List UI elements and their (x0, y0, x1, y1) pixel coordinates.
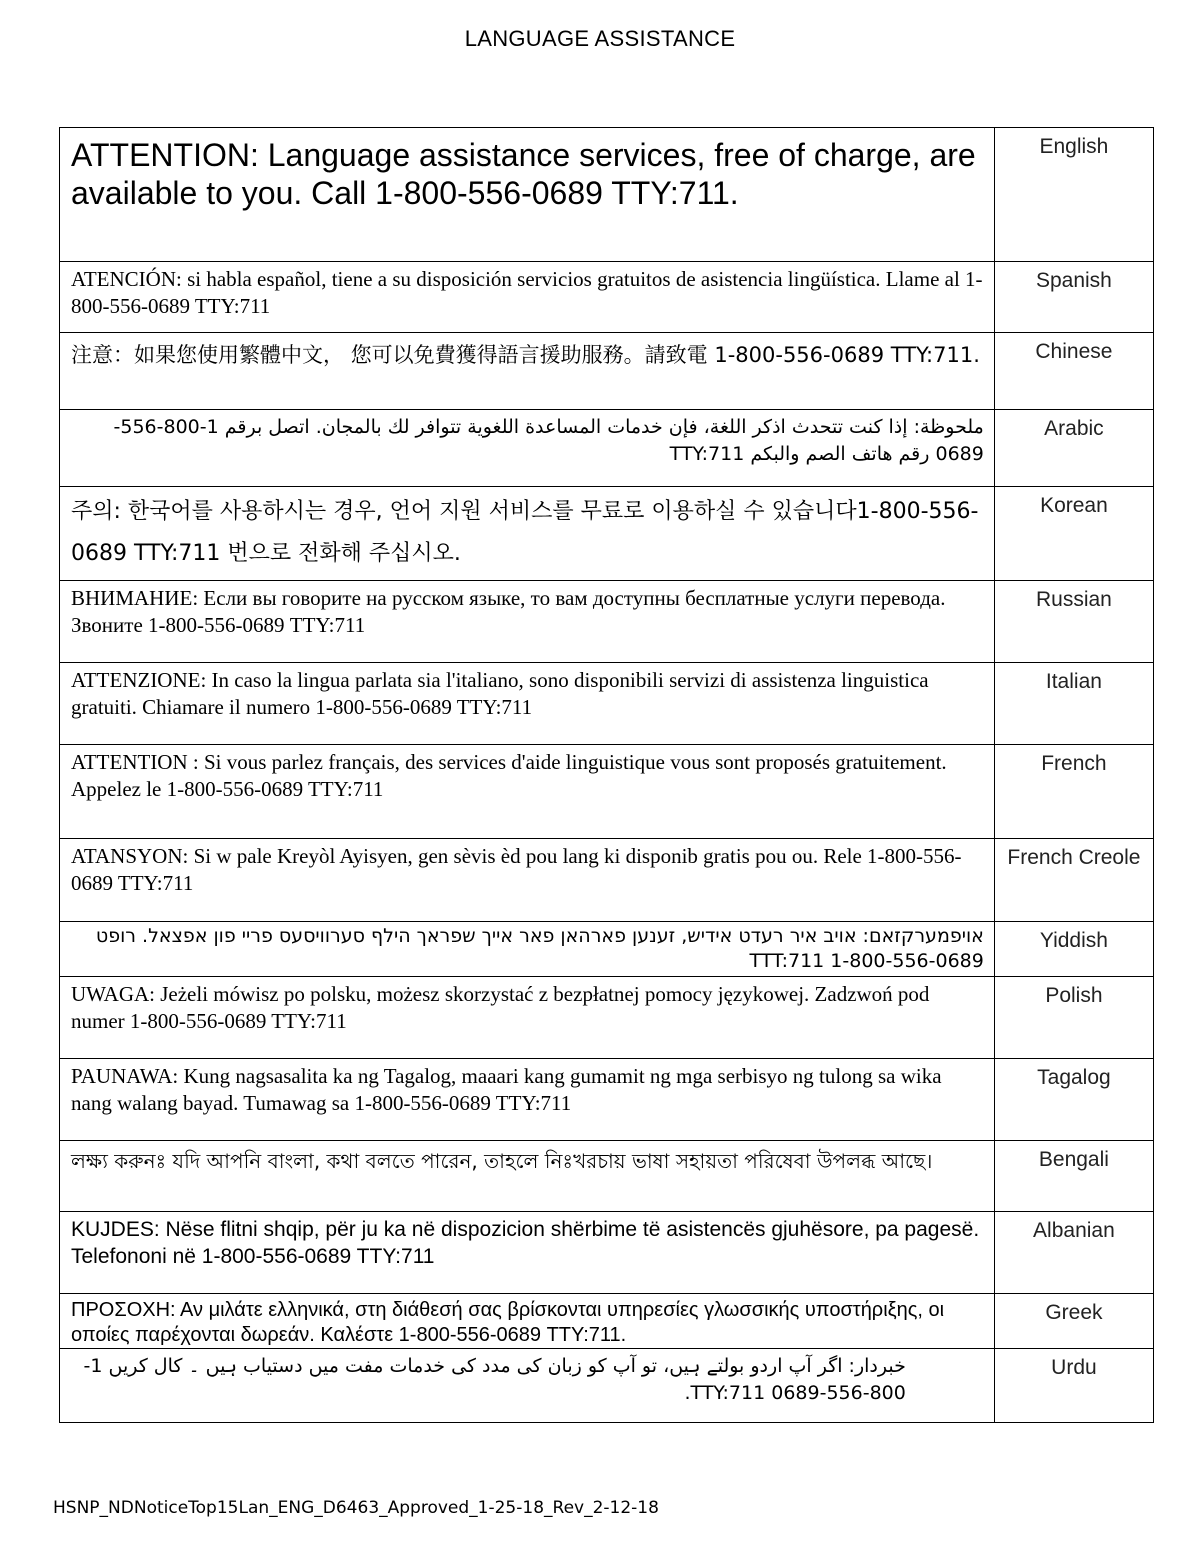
language-cell (994, 1059, 1153, 1141)
language-label-yiddish: Yiddish (1039, 929, 1108, 952)
table-row (60, 745, 1154, 839)
notice-text-albanian: KUJDES: Nëse flitni shqip, për ju ka në dispozicion shërbime të asistencës gjuhësore, pa pagesë. Telefononi në 1-800-556-0689 TTY:711 (71, 1218, 980, 1268)
language-cell (994, 745, 1153, 839)
notice-text-russian: ВНИМАНИЕ: Если вы говорите на русском языке, то вам доступны бесплатные услуги перевода. Звоните 1-800-556-0689 TTY:711 (71, 586, 946, 637)
notice-text-yiddish: אויפמערקזאם: אויב איר רעדט אידיש, זענען פארהאן פאר אייך שפראך הילף סערוויסעס פריי פון אפצאל. רופט 1-800-556-0689 TTT:711 (95, 925, 984, 972)
notice-cell (60, 333, 995, 410)
language-label-urdu: Urdu (1051, 1356, 1097, 1379)
notice-text-italian: ATTENZIONE: In caso la lingua parlata sia l'italiano, sono disponibili servizi di assistenza linguistica gratuiti. Chiamare il numero 1-800-556-0689 TTY:711 (71, 668, 929, 719)
document-footer-id: HSNP_NDNoticeTop15Lan_ENG_D6463_Approved_1-25-18_Rev_2-12-18 (53, 1498, 659, 1518)
table-row (60, 1349, 1154, 1423)
page-title: LANGUAGE ASSISTANCE (464, 26, 736, 51)
table-row (60, 581, 1154, 663)
table-row (60, 922, 1154, 977)
notice-cell (60, 262, 995, 333)
notice-text-spanish: ATENCIÓN: si habla español, tiene a su disposición servicios gratuitos de asistencia lingüística. Llame al 1-800-556-0689 TTY:711 (71, 267, 983, 318)
language-cell (994, 128, 1153, 262)
notice-cell (60, 745, 995, 839)
notice-cell (60, 1212, 995, 1294)
notice-cell (60, 1141, 995, 1212)
language-cell (994, 1141, 1153, 1212)
language-cell (994, 581, 1153, 663)
notice-text-korean: 주의: 한국어를 사용하시는 경우, 언어 지원 서비스를 무료로 이용하실 수 있습니다1-800-556-0689 TTY:711 번으로 전화해 주십시오. (71, 499, 979, 566)
notice-text-polish: UWAGA: Jeżeli mówisz po polsku, możesz skorzystać z bezpłatnej pomocy językowej. Zadzwoń pod numer 1-800-556-0689 TTY:711 (71, 982, 930, 1033)
table-row (60, 128, 1154, 262)
language-label-albanian: Albanian (1033, 1219, 1115, 1242)
notice-cell (60, 1349, 995, 1423)
language-label-polish: Polish (1045, 984, 1103, 1007)
notice-text-english: ATTENTION: Language assistance services, free of charge, are available to you. Call 1-800-556-0689 TTY:711. (71, 137, 976, 211)
language-label-english: English (1039, 135, 1109, 158)
notice-cell (60, 128, 995, 262)
notice-cell (60, 1059, 995, 1141)
notice-cell (60, 410, 995, 487)
notice-text-chinese: 注意：如果您使用繁體中文， 您可以免費獲得語言援助服務。請致電 1-800-556-0689 TTY:711. (71, 343, 980, 367)
notice-cell (60, 922, 995, 977)
notice-cell (60, 1294, 995, 1349)
notice-text-greek: ΠΡΟΣΟΧΗ: Αν μιλάτε ελληνικά, στη διάθεσή σας βρίσκονται υπηρεσίες γλωσσικής υποστήριξης, οι οποίες παρέχονται δωρεάν. Καλέστε 1-800-556-0689 TTY:711. (71, 1299, 945, 1346)
notice-text-french-creole: ATANSYON: Si w pale Kreyòl Ayisyen, gen sèvis èd pou lang ki disponib gratis pou ou. Rele 1-800-556-0689 TTY:711 (71, 844, 962, 895)
notice-text-urdu: خبردار: اگر آپ اردو بولتے ہیں، تو آپ کو زبان کی مدد کی خدمات مفت میں دستیاب ہیں ۔ کال کریں 1-800-556-0689 TTY:711. (83, 1355, 906, 1404)
table-row (60, 839, 1154, 922)
notice-cell (60, 581, 995, 663)
table-row (60, 977, 1154, 1059)
notice-cell (60, 663, 995, 745)
language-label-korean: Korean (1040, 494, 1108, 517)
language-label-arabic: Arabic (1044, 417, 1104, 440)
language-cell (994, 839, 1153, 922)
table-row (60, 410, 1154, 487)
notice-text-arabic: ملحوظة: إذا كنت تتحدث اذكر اللغة، فإن خدمات المساعدة اللغوية تتوافر لك بالمجان. اتصل برقم 1-800-556-0689 رقم هاتف الصم والبكم TTY:711 (113, 416, 984, 465)
language-label-french: French (1041, 752, 1107, 775)
language-cell (994, 1294, 1153, 1349)
notice-text-french: ATTENTION : Si vous parlez français, des services d'aide linguistique vous sont proposés gratuitement. Appelez le 1-800-556-0689 TTY:711 (71, 750, 947, 801)
language-cell (994, 333, 1153, 410)
language-cell (994, 977, 1153, 1059)
language-cell (994, 410, 1153, 487)
language-cell (994, 1349, 1153, 1423)
table-row (60, 333, 1154, 410)
table-row (60, 663, 1154, 745)
notice-cell (60, 839, 995, 922)
language-assistance-table (59, 127, 1154, 1423)
table-row (60, 487, 1154, 581)
language-label-russian: Russian (1035, 588, 1112, 611)
notice-cell (60, 977, 995, 1059)
table-row (60, 262, 1154, 333)
language-cell (994, 487, 1153, 581)
language-cell (994, 663, 1153, 745)
language-label-italian: Italian (1045, 670, 1102, 693)
language-label-chinese: Chinese (1035, 340, 1113, 363)
table-row (60, 1212, 1154, 1294)
notice-cell (60, 487, 995, 581)
language-label-french-creole: French Creole (1007, 846, 1141, 869)
language-cell (994, 262, 1153, 333)
notice-text-tagalog: PAUNAWA: Kung nagsasalita ka ng Tagalog, maaari kang gumamit ng mga serbisyo ng tulong sa wika nang walang bayad. Tumawag sa 1-800-556-0689 TTY:711 (71, 1064, 942, 1115)
table-row (60, 1141, 1154, 1212)
language-label-bengali: Bengali (1038, 1148, 1109, 1171)
table-row (60, 1294, 1154, 1349)
language-cell (994, 922, 1153, 977)
notice-text-bengali: লক্ষ্য করুনঃ যদি আপনি বাংলা, কথা বলতে পারেন, তাহলে নিঃখরচায় ভাষা সহায়তা পরিষেবা উপলব্ধ আছে। (71, 1149, 933, 1173)
language-label-tagalog: Tagalog (1037, 1066, 1111, 1089)
table-row (60, 1059, 1154, 1141)
language-cell (994, 1212, 1153, 1294)
language-label-spanish: Spanish (1035, 269, 1112, 292)
language-label-greek: Greek (1045, 1301, 1103, 1324)
